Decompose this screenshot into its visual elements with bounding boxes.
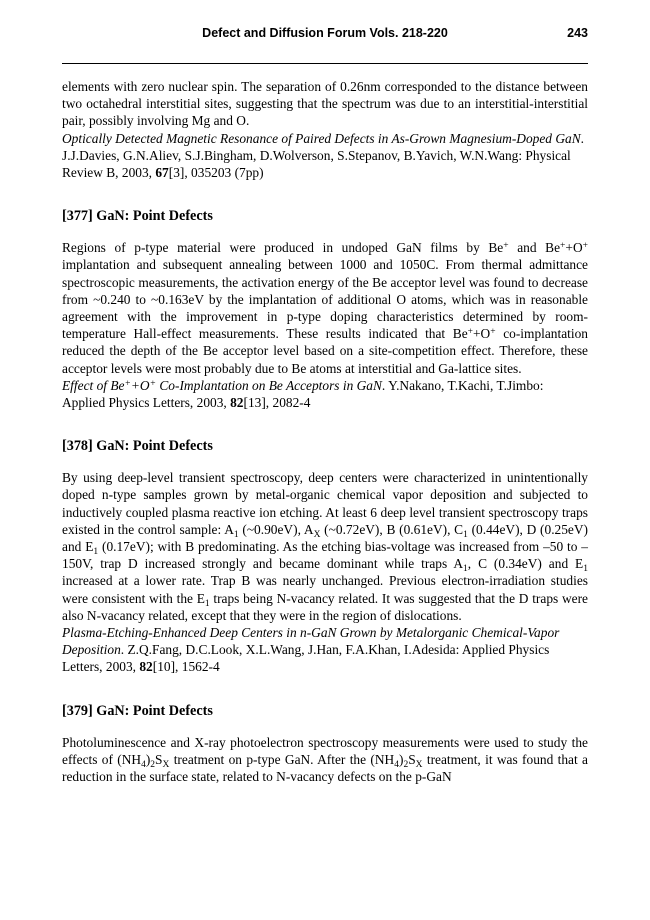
- running-header: [62, 26, 588, 44]
- citation-title: Plasma-Etching-Enhanced Deep Centers in n-GaN Grown by Metalorganic Chemical-Vapor Deposition: [62, 625, 560, 658]
- section-378-paragraph: By using deep-level transient spectroscopy, deep centers were characterized in unintentionally doped n-type samples grown by metal-organic chemical vapor deposition and subjected to inductively coupled plasma reactive ion etching. At least 6 deep level transient spectroscopy traps existed in the control sample: $A_1$ (~0.90eV), $A_X$ (~0.72eV), B (0.61eV), $C_1$ (0.44eV), D (0.25eV) and $E_1$ (0.17eV); with B predominating. As the etching bias-voltage was increased from –50 to –150V, trap D increased strongly and became dominant while traps $A_1$, C (0.34eV) and $E_1$ increased at a lower rate. Trap B was nearly unchanged. Previous electron-irradiation studies were consistent with the $E_1$ traps being N-vacancy related. It was suggested that the D traps were also N-vacancy related, except that they were in the region of dislocations.: [62, 470, 589, 623]
- citation-volume: 82: [139, 659, 153, 675]
- journal-title: Defect and Diffusion Forum Vols. 218-220: [202, 26, 448, 40]
- citation-title: Effect of Be++O+ Co-Implantation on Be Acceptors in GaN: [62, 377, 382, 393]
- section-377-paragraph: Regions of p-type material were produced in undoped GaN films by Be+ and Be++O+ implantation and subsequent annealing between 1000 and 1050C. From thermal admittance spectroscopic measurements, the activation energy of the Be acceptor level was found to decrease from ~0.240 to ~0.163eV by the implantation of additional O atoms, which was in reasonable agreement with the improvement in p-type doping characteristics determined by room-temperature Hall-effect measurements. These results indicated that Be++O+ co-implantation reduced the depth of the Be acceptor level based on a site-competition effect. Therefore, these acceptor levels were most probably due to Be atoms at interstitial and Ga-lattice sites.: [62, 240, 588, 376]
- citation-authors: . J.J.Davies, G.N.Aliev, S.J.Bingham, D.Wolverson, S.Stepanov, B.Yavich, W.N.Wang: Physical Review B, 2003,: [62, 130, 584, 181]
- page-body: [62, 78, 588, 785]
- header-rule: [62, 63, 588, 64]
- citation-volume: 82: [230, 395, 244, 411]
- section-377-citation: [62, 377, 588, 411]
- citation-authors: . Z.Q.Fang, D.C.Look, X.L.Wang, J.Han, F.A.Khan, I.Adesida: Applied Physics Letters, 2003,: [62, 642, 550, 675]
- citation-title: Optically Detected Magnetic Resonance of Paired Defects in As-Grown Magnesium-Doped GaN: [62, 130, 581, 146]
- intro-citation: [62, 130, 588, 182]
- section-379-paragraph: Photoluminescence and X-ray photoelectron spectroscopy measurements were used to study the effects of $(NH_4)_2S_X$ treatment on p-type GaN. After the $(NH_4)_2S_X$ treatment, it was found that a reduction in the surface state, related to N-vacancy defects on the p-GaN: [62, 734, 588, 785]
- section-heading-379: [379] GaN: Point Defects: [62, 702, 213, 719]
- citation-issue-pages: [13], 2082-4: [243, 395, 311, 411]
- intro-paragraph: elements with zero nuclear spin. The separation of 0.26nm corresponded to the distance between two octahedral interstitial sites, suggesting that the spectrum was due to an interstitial-interstitial pair, possibly involving Mg and O.: [62, 79, 588, 129]
- citation-issue-pages: [10], 1562-4: [152, 659, 220, 675]
- citation-issue-pages: [3], 035203 (7pp): [168, 165, 264, 181]
- section-heading-378: [378] GaN: Point Defects: [62, 438, 213, 455]
- page-number: 243: [567, 26, 588, 40]
- citation-authors: . Y.Nakano, T.Kachi, T.Jimbo: Applied Physics Letters, 2003,: [62, 377, 544, 411]
- citation-volume: 67: [155, 165, 169, 181]
- section-heading-377: [377] GaN: Point Defects: [62, 208, 213, 225]
- section-378-citation: [62, 624, 588, 676]
